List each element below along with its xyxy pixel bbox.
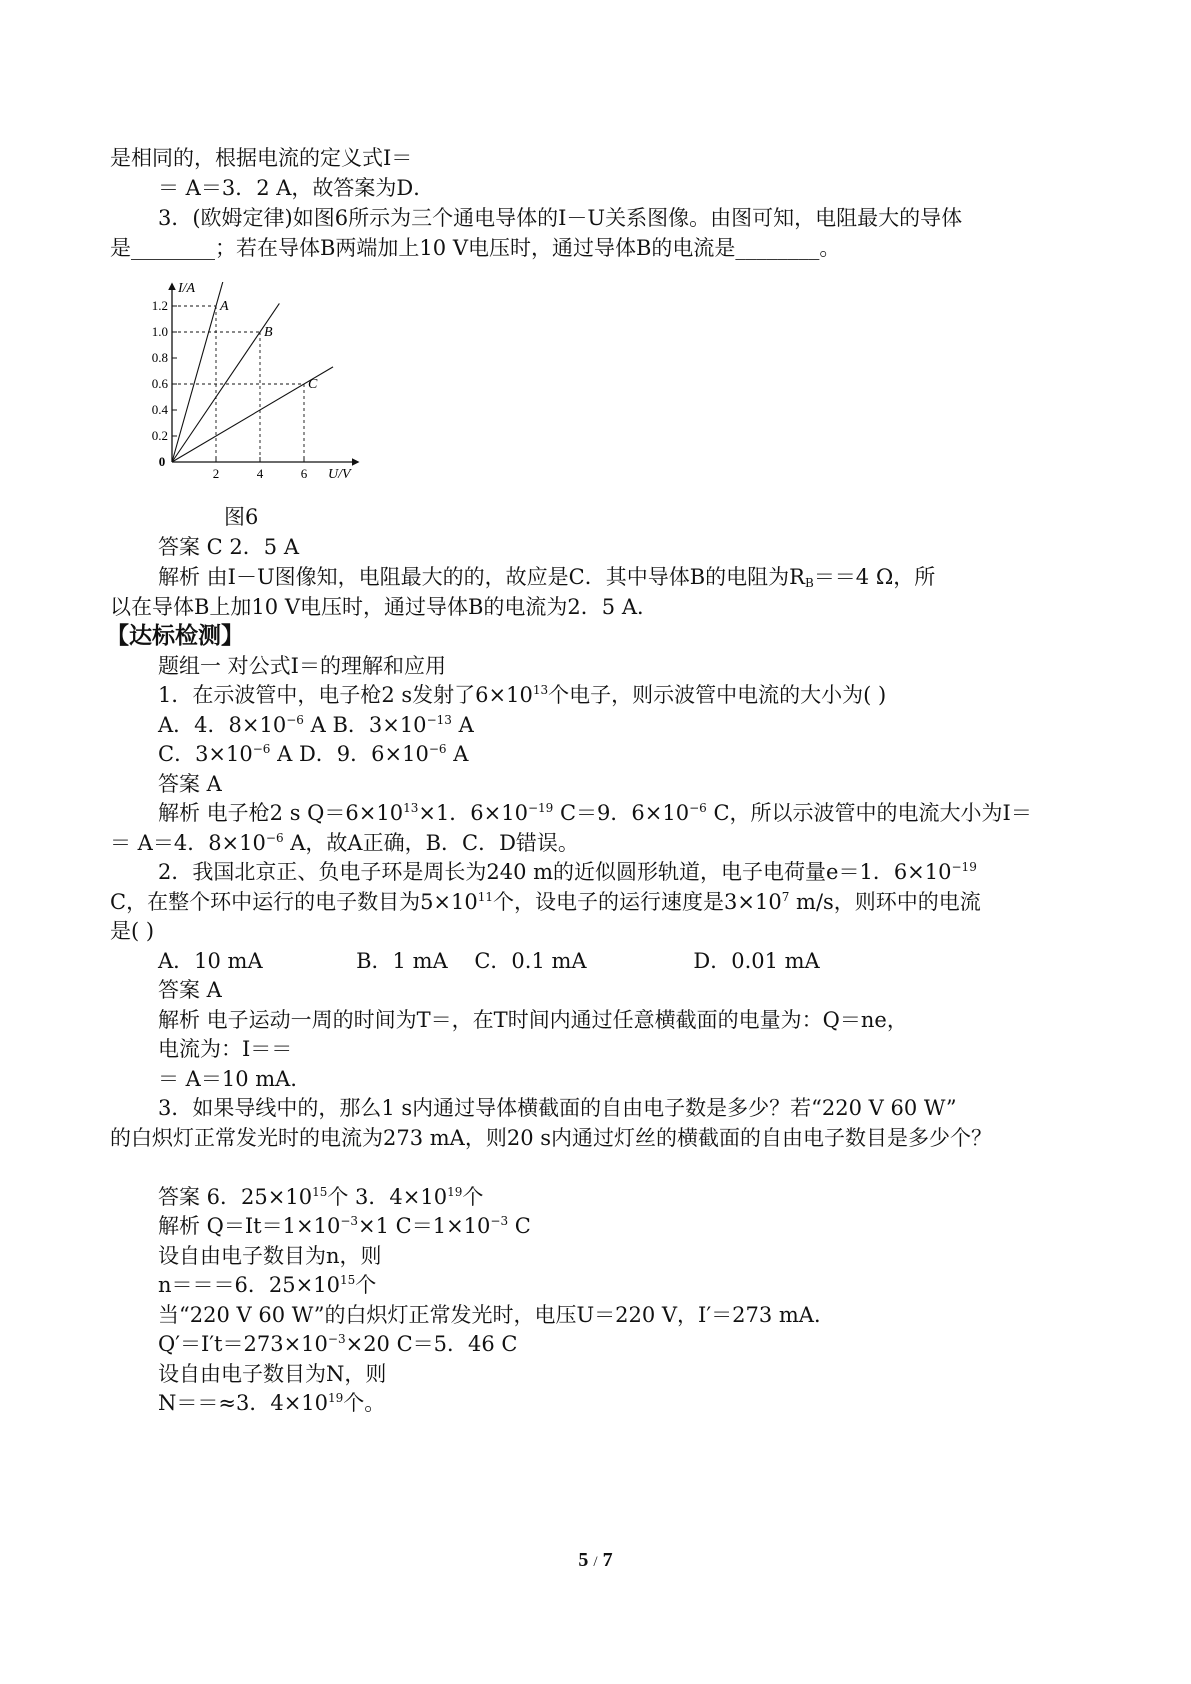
- page-number: 5 / 7: [578, 1549, 613, 1571]
- x-tick-label: 6: [300, 466, 308, 481]
- text-line: ＝ A＝10 mA．: [158, 1067, 312, 1091]
- text-line: 是( ): [110, 919, 155, 943]
- options-ab: A．4．$8\times 10^{-6}$ A B．$3\times 10^{-13}$ A: [158, 713, 474, 737]
- y-axis-label: I/A: [178, 282, 196, 296]
- text-line: N＝＝≈3．$4\times 10^{19}$个。: [158, 1391, 386, 1415]
- analysis-3b: 解析 $Q=It=1\times 10^{-3}\times 1$ $C=1\times 10^{-3}$ C: [158, 1214, 531, 1238]
- text-line: 设自由电子数目为n，则: [158, 1244, 382, 1268]
- y-tick-label: 0.4: [151, 402, 168, 417]
- origin-label: 0: [158, 454, 166, 469]
- text-line: ＝ A＝3．2 A，故答案为D．: [158, 176, 435, 200]
- text-line: C，在整个环中运行的电子数目为$5\times 10^{11}$个，设电子的运行速度是$3\times 10^7$ m/s，则环中的电流: [110, 890, 981, 914]
- text-line: ＝ A＝4．$8\times 10^{-6}$ A，故A正确，B．C．D错误。: [110, 831, 579, 855]
- question-3b: 3．如果导线中的，那么1 s内通过导体横截面的自由电子数是多少？若“220 V 60 W”: [158, 1096, 957, 1120]
- analysis-2: 解析 电子运动一周的时间为T＝，在T时间内通过任意横截面的电量为：Q＝ne，: [158, 1008, 908, 1032]
- answer-3b: 答案 6．$25\times 10^{15}$个 3．$4\times 10^{19}$个: [158, 1185, 484, 1209]
- text-line: $Q'=I't=273\times 10^{-3}\times 20$ C＝5．46 C: [158, 1332, 518, 1356]
- x-axis-label: U/V: [328, 467, 351, 482]
- analysis-1: 解析 电子枪2 s $Q=6\times 10^{13}\times 1$．$6\times 10^{-19}$ C＝9．$6\times 10^{-6}$ C，所以示波管中的电流大小为I＝: [158, 801, 1032, 825]
- section-heading: 【达标检测】: [106, 622, 244, 649]
- y-tick-label: 1.2: [151, 298, 168, 313]
- question-2: 2．我国北京正、负电子环是周长为240 m的近似圆形轨道，电子电荷量e＝1．$6\times 10^{-19}$: [158, 860, 977, 884]
- series-label-c: C: [308, 377, 318, 392]
- text-line: 是相同的，根据电流的定义式I＝: [110, 146, 413, 170]
- options-2: A．10 mA B．1 mA C．0.1 mA D．0.01 mA: [158, 949, 820, 973]
- topic-heading: 题组一 对公式I＝的理解和应用: [158, 654, 446, 678]
- y-tick-label: 0.8: [151, 350, 168, 365]
- answer-3: 答案 C 2．5 A: [158, 535, 299, 559]
- text-line: 当“220 V 60 W”的白炽灯正常发光时，电压U＝220 V，I′＝273 mA．: [158, 1303, 835, 1327]
- answer-2: 答案 A: [158, 978, 222, 1002]
- options-cd: C．$3\times 10^{-6}$ A D．9．$6\times 10^{-6}$ A: [158, 742, 469, 766]
- series-label-b: B: [264, 325, 273, 340]
- question-3-stem: 3．(欧姆定律)如图6所示为三个通电导体的I－U关系图像。由图可知，电阻最大的导体: [158, 206, 963, 230]
- y-tick-label: 1.0: [151, 324, 168, 339]
- x-tick-label: 4: [256, 466, 264, 481]
- y-tick-label: 0.6: [151, 376, 168, 391]
- text-line: 以在导体B上加10 V电压时，通过导体B的电流为2．5 A．: [110, 595, 658, 619]
- question-3-blanks: 是________；若在导体B两端加上10 V电压时，通过导体B的电流是________。: [110, 236, 841, 260]
- text-line: 设自由电子数目为N，则: [158, 1362, 387, 1386]
- text-line: n＝＝＝6．$25\times 10^{15}$个: [158, 1273, 377, 1297]
- answer-1: 答案 A: [158, 772, 222, 796]
- text-line: 电流为：I＝＝: [158, 1037, 293, 1061]
- question-1: 1．在示波管中，电子枪2 s发射了$6\times 10^{13}$个电子，则示波管中电流的大小为( ): [158, 683, 887, 707]
- series-label-a: A: [220, 299, 229, 314]
- x-tick-label: 2: [212, 466, 220, 481]
- iu-graph: [150, 282, 390, 522]
- analysis-3: 解析 由I－U图像知，电阻最大的的，故应是C．其中导体B的电阻为$R_B==4$ Ω，所: [158, 565, 936, 590]
- text-line: 的白炽灯正常发光时的电流为273 mA，则20 s内通过灯丝的横截面的自由电子数目是多少个？: [110, 1126, 993, 1150]
- figure-caption: 图6: [224, 505, 259, 529]
- y-tick-label: 0.2: [151, 428, 168, 443]
